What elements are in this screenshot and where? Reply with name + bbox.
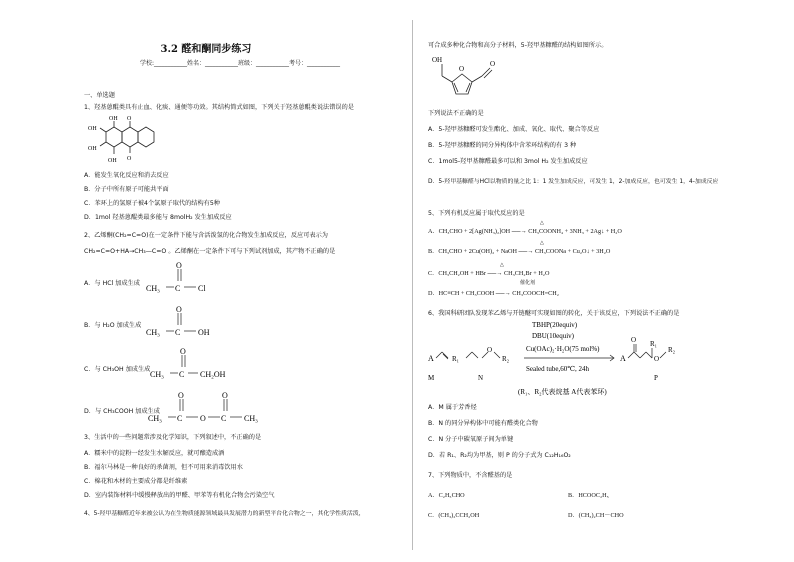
- q6-option-a: A．M 属于芳香烃: [428, 404, 477, 411]
- o-label: O: [127, 116, 132, 122]
- heat-symbol: △: [540, 221, 544, 226]
- oh-label: OH: [88, 126, 97, 132]
- q7-option-a: A．C₂H₅CHO: [428, 492, 465, 499]
- q7-option-b: B．HCOOC₂H₅: [568, 492, 609, 499]
- q5-option-a: A．CH₃CHO + 2[Ag(NH₃)₂]OH ──→ CH₃COONH₄ + 3NH₃ + 2Ag↓ + H₂O: [428, 228, 622, 235]
- q2-option-a: A．与 HCl 加成生成: [84, 280, 140, 287]
- o-label: O: [490, 60, 496, 68]
- q4-option-c: C．1mol5-羟甲基糠醛最多可以和 3mol H₂ 发生加成反应: [428, 158, 588, 165]
- catalyst-label: 催化剂: [520, 281, 536, 286]
- q7-option-d: D．(CH₃)₂CH－CHO: [568, 512, 624, 519]
- q6-option-d: D．若 R₁、R₂均为甲基，则 P 的分子式为 C₁₂H₁₆O₂: [428, 452, 571, 459]
- q6-reaction-scheme: [428, 318, 698, 398]
- q1-option-a: A．能发生氧化反应和消去反应: [84, 172, 169, 179]
- q5-option-d: D．HC≡CH + CH₃COOH ──→ CH₃COOCH=CH₂: [428, 290, 559, 297]
- aryl-a-label: A: [428, 354, 434, 363]
- cond-tbhp: TBHP(20equiv): [532, 321, 578, 329]
- r1-label: R₁: [452, 355, 460, 363]
- q6-note: (R₁、R₂代表烷基 A代表苯环): [518, 388, 607, 396]
- c-label: C: [175, 284, 181, 293]
- q3-option-c: C．棉花和木材的主要成分都是纤维素: [84, 478, 188, 485]
- c-label: C: [221, 414, 227, 423]
- o-label: O: [654, 355, 660, 363]
- cond-dbu: DBU(10equiv): [532, 332, 574, 340]
- q1-option-d: D．1mol 羟基蒽醌类最多能与 8molH₂ 发生加成反应: [84, 214, 232, 221]
- q1-option-c: C．苯环上的氢原子被4个氯原子取代的结构有5种: [84, 200, 220, 207]
- label-p: P: [654, 374, 658, 382]
- q2-option-d: D．与 CH₃COOH 加成生成: [84, 408, 160, 415]
- q2-structure-c: [148, 348, 248, 384]
- o-label: O: [180, 348, 186, 356]
- page-title: 3.2 醛和酮同步练习: [160, 44, 252, 55]
- q2-stem: 2、乙烯酮(CH₂=C=O)在一定条件下能与含活泼氢的化合物发生加成反应，反应可表示为: [84, 232, 328, 239]
- cond-tube: Sealed tube,60℃, 24h: [526, 365, 590, 373]
- o-label: O: [631, 336, 637, 344]
- r2-label: R₂: [668, 346, 676, 354]
- oh-label: OH: [108, 158, 117, 164]
- column-divider: [412, 20, 413, 550]
- ch3-label: CH₃: [150, 370, 164, 379]
- q4-option-d: D．5-羟甲基糠醛与HCl以物质的量之比 1：1 发生加成反应，可发生 1，2-加成反应，也可发生 1，4-加成反应: [428, 179, 719, 185]
- ch3-label: CH₃: [244, 414, 258, 423]
- o-label: O: [222, 392, 228, 400]
- q3-option-d: D．室内装饰材料中缓慢释放出的甲醛、甲苯等有机化合物会污染空气: [84, 492, 275, 499]
- q2-structure-d: [146, 392, 276, 428]
- hmf-structure: [428, 50, 508, 106]
- cl-label: Cl: [198, 284, 206, 293]
- q3-option-b: B．福尔马林是一种良好的杀菌剂，但不可用来消毒饮用水: [84, 464, 243, 471]
- oh-label: OH: [88, 146, 97, 152]
- ch3-label: CH₃: [146, 284, 160, 293]
- q2-equation: CH₂=C=O+HA→CH₃—C=O 。乙烯酮在一定条件下可与下列试剂加成，其产物不正确的是: [84, 248, 336, 255]
- q2-option-c: C．与 CH₃OH 加成生成: [84, 366, 151, 373]
- q6-option-c: C．N 分子中碳氧原子间为单键: [428, 436, 514, 443]
- student-info-line: 学校:___________姓名：___________班级：___________考号：___________: [140, 60, 341, 67]
- oh-label: OH: [109, 116, 118, 122]
- o-label: O: [127, 156, 132, 162]
- o-label: O: [487, 346, 493, 354]
- c-label: C: [179, 370, 185, 379]
- ch3-label: CH₃: [146, 328, 160, 337]
- o-label: O: [176, 306, 182, 314]
- q5-option-b: B．CH₃CHO + 2Cu(OH)₂ + NaOH ──→ CH₃COONa + Cu₂O↓ + 3H₂O: [428, 248, 611, 255]
- q3-option-a: A．糯米中的淀粉一经发生水解反应，就可酿造成酒: [84, 450, 225, 457]
- r1-label: R₁: [650, 340, 658, 348]
- q4-option-b: B．5-羟甲基糠醛的同分异构体中含苯环结构的有 3 种: [428, 142, 577, 149]
- q4-question: 下列说法不正确的是: [428, 110, 484, 117]
- section-heading: 一、单选题: [84, 92, 115, 99]
- q7-option-c: C．(CH₃)₂CCH₂OH: [428, 512, 480, 519]
- q6-option-b: B．N 的同分异构体中可能有醛类化合物: [428, 420, 538, 427]
- o-label: O: [459, 65, 465, 73]
- o-label: O: [178, 392, 184, 400]
- c-label: C: [177, 414, 183, 423]
- q5-stem: 5、下列有机反应属于取代反应的是: [428, 210, 525, 217]
- aryl-a-label: A: [620, 354, 626, 363]
- q2-structure-a: [144, 262, 234, 298]
- heat-symbol: △: [540, 241, 544, 246]
- r2-label: R₂: [502, 355, 510, 363]
- q3-stem: 3、生活中的一些问题常涉及化学知识，下列叙述中，不正确的是: [84, 434, 262, 441]
- o-label: O: [200, 414, 206, 423]
- q7-stem: 7、下列物质中，不含醛基的是: [428, 472, 513, 479]
- q4-option-a: A．5-羟甲基糠醛可发生酯化、加成、氧化、取代、聚合等反应: [428, 126, 600, 133]
- ch2oh-label: CH₂OH: [200, 370, 226, 379]
- ch3-label: CH₃: [148, 414, 162, 423]
- oh-label: OH: [432, 56, 443, 64]
- q2-option-b: B．与 H₂O 加成生成: [84, 322, 142, 329]
- q4-stem: 4、5-羟甲基糠醛近年来被公认为在生物质能源领域最具发展潜力的新型平台化合物之一，其化学性质活泼，: [84, 511, 365, 517]
- label-m: M: [428, 374, 435, 382]
- anthraquinone-structure: [86, 112, 156, 170]
- q1-stem: 1、羟基蒽醌类具有止血、化痰、通便等功效。其结构简式如图，下列关于羟基蒽醌类说法错误的是: [84, 104, 354, 111]
- label-n: N: [478, 374, 484, 382]
- q2-structure-b: [144, 306, 234, 342]
- oh-label: OH: [198, 328, 210, 337]
- q4-continuation: 可合成多种化合物和高分子材料，5-羟甲基糠醛的结构如图所示。: [428, 42, 608, 49]
- q1-option-b: B．分子中所有原子可能共平面: [84, 186, 169, 193]
- q5-option-c: C．CH₃CH₂OH + HBr ──→ CH₃CH₂Br + H₂O: [428, 270, 550, 277]
- cond-cu: Cu(OAc)₂·H₂O(75 mol%): [526, 345, 600, 353]
- q6-stem: 6、我国科研团队发现苯乙烯与开链醚可实现如图的转化，关于该反应，下列说法不正确的是: [428, 310, 680, 317]
- c-label: C: [175, 328, 181, 337]
- heat-symbol: △: [500, 263, 504, 268]
- o-label: O: [176, 262, 182, 270]
